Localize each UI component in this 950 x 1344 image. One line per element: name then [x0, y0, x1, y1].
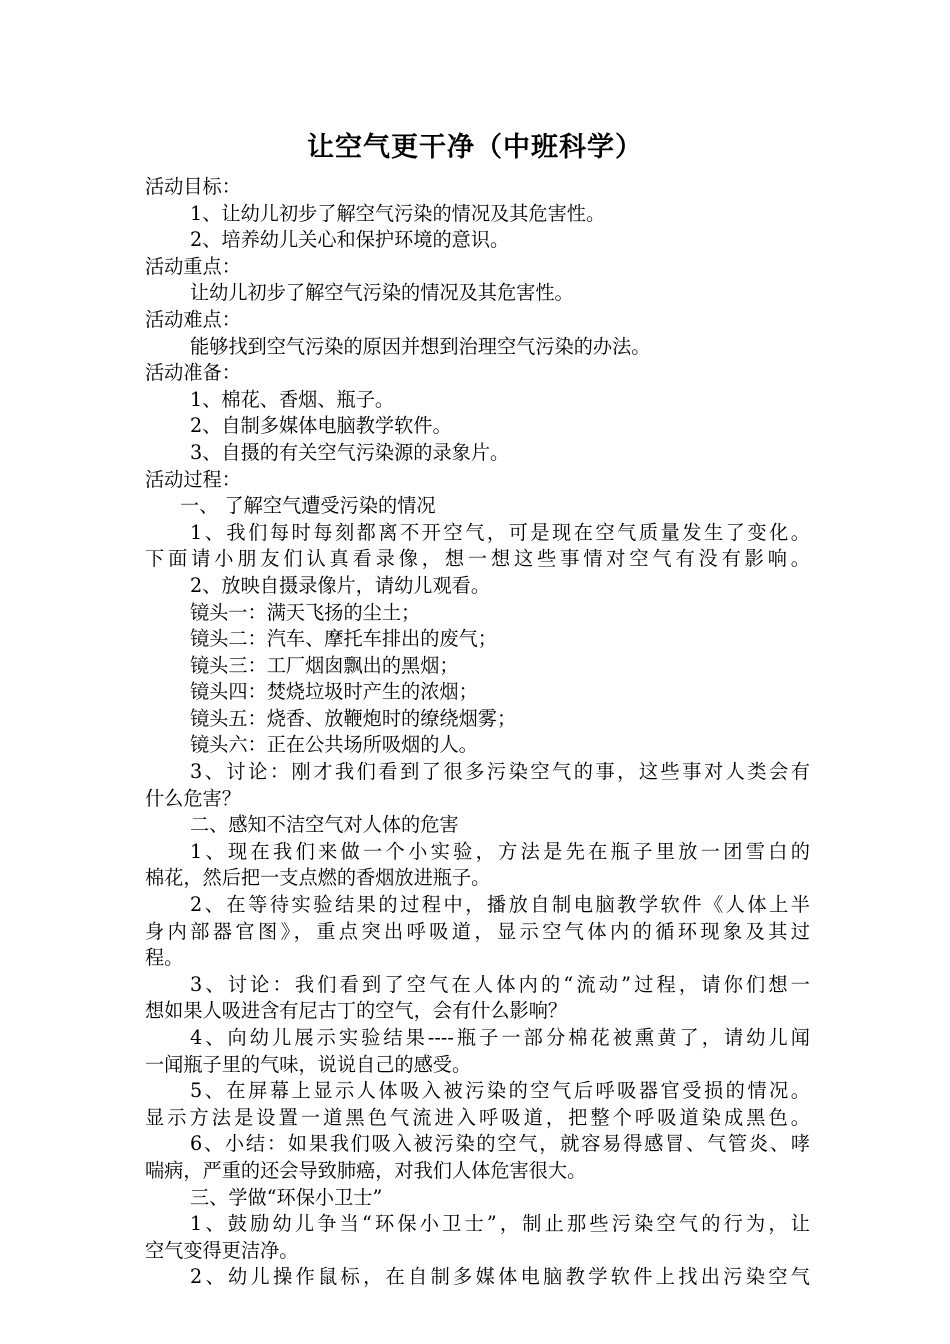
paragraph-line: 什么危害？ [145, 786, 241, 810]
paragraph-line: 2、幼儿操作鼠标，在自制多媒体电脑教学软件上找出污染空气 [190, 1265, 810, 1289]
paragraph-line: 1、我们每时每刻都离不开空气，可是现在空气质量发生了变化。 [190, 520, 810, 544]
paragraph-line: 棉花，然后把一支点燃的香烟放进瓶子。 [145, 866, 491, 890]
paragraph-line: 2、放映自摄录像片，请幼儿观看。 [190, 573, 491, 597]
paragraph-line: 2、在等待实验结果的过程中，播放自制电脑教学软件《人体上半 [190, 893, 810, 917]
paragraph-line: 6、小结：如果我们吸入被污染的空气，就容易得感冒、气管炎、哮 [190, 1132, 810, 1156]
difficulty-text: 能够找到空气污染的原因并想到治理空气污染的办法。 [190, 334, 651, 358]
paragraph-line: 喘病，严重的还会导致肺癌，对我们人体危害很大。 [145, 1158, 587, 1182]
paragraph-line: 1、现在我们来做一个小实验，方法是先在瓶子里放一团雪白的 [190, 839, 810, 863]
scene-item: 镜头二：汽车、摩托车排出的废气； [190, 627, 497, 651]
paragraph-line: 3、讨论：刚才我们看到了很多污染空气的事，这些事对人类会有 [190, 760, 810, 784]
paragraph-line: 4、向幼儿展示实验结果----瓶子一部分棉花被熏黄了，请幼儿闻 [190, 1026, 810, 1049]
scene-item: 镜头四：焚烧垃圾时产生的浓烟； [190, 680, 478, 704]
preparation-item: 3、自摄的有关空气污染源的录象片。 [190, 440, 510, 464]
paragraph-line: 下面请小朋友们认真看录像，想一想这些事情对空气有没有影响。 [145, 547, 810, 571]
paragraph-line: 一闻瓶子里的气味，说说自己的感受。 [145, 1052, 472, 1076]
document-body [145, 174, 810, 1291]
scene-item: 镜头六：正在公共场所吸烟的人。 [190, 733, 478, 757]
paragraph-line: 3、讨论：我们看到了空气在人体内的“流动”过程，请你们想一 [190, 972, 810, 996]
scene-item: 镜头三：工厂烟囱飘出的黑烟； [190, 653, 459, 677]
preparation-item: 2、自制多媒体电脑教学软件。 [190, 414, 452, 438]
section-heading-key-point: 活动重点： [145, 254, 241, 278]
process-part-heading: 一、 了解空气遭受污染的情况 [180, 494, 436, 518]
paragraph-line: 程。 [145, 946, 184, 970]
paragraph-line: 1、鼓励幼儿争当“环保小卫士”，制止那些污染空气的行为，让 [190, 1212, 810, 1236]
section-heading-difficulty: 活动难点： [145, 307, 241, 331]
preparation-item: 1、棉花、香烟、瓶子。 [190, 387, 395, 411]
document-title: 让空气更干净（中班科学） [307, 132, 643, 163]
key-point-text: 让幼儿初步了解空气污染的情况及其危害性。 [190, 281, 574, 305]
paragraph-line: 5、在屏幕上显示人体吸入被污染的空气后呼吸器官受损的情况。 [190, 1079, 810, 1103]
section-heading-objectives: 活动目标： [145, 175, 241, 198]
objective-item: 2、培养幼儿关心和保护环境的意识。 [190, 228, 510, 252]
paragraph-line: 显示方法是设置一道黑色气流进入呼吸道，把整个呼吸道染成黑色。 [145, 1105, 810, 1129]
paragraph-line: 空气变得更洁净。 [145, 1238, 299, 1262]
scene-item: 镜头一：满天飞扬的尘土； [190, 600, 421, 624]
process-part-heading: 二、感知不洁空气对人体的危害 [190, 813, 459, 837]
section-heading-process: 活动过程： [145, 467, 241, 491]
paragraph-line: 想如果人吸进含有尼古丁的空气，会有什么影响？ [145, 999, 568, 1023]
process-part-heading: 三、学做“环保小卫士” [190, 1185, 383, 1209]
section-heading-preparation: 活动准备： [145, 361, 241, 385]
objective-item: 1、让幼儿初步了解空气污染的情况及其危害性。 [190, 201, 606, 225]
paragraph-line: 身内部器官图》，重点突出呼吸道，显示空气体内的循环现象及其过 [145, 919, 810, 943]
scene-item: 镜头五：烧香、放鞭炮时的缭绕烟雾； [190, 706, 517, 730]
